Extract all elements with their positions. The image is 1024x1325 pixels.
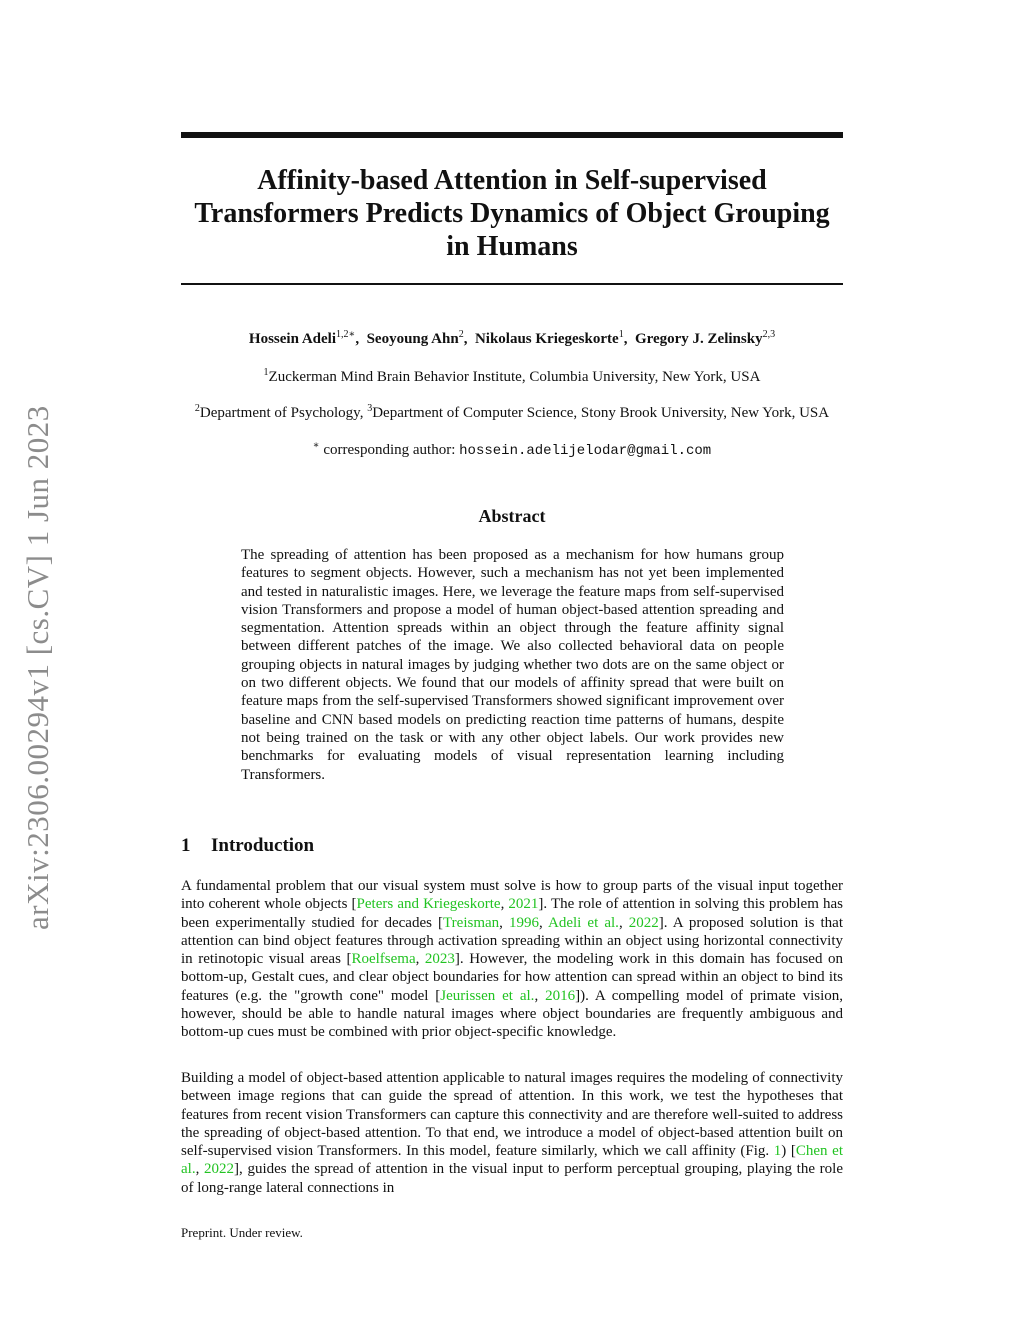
citation-link[interactable]: Jeurissen et al. xyxy=(440,987,535,1004)
para-text: , xyxy=(618,914,629,931)
title-rule-bottom xyxy=(181,283,843,285)
author-name: Gregory J. Zelinsky xyxy=(634,331,763,347)
para-text: , xyxy=(499,914,509,931)
author-name: Seoyoung Ahn xyxy=(366,331,459,347)
corresp-email[interactable]: hossein.adelijelodar@gmail.com xyxy=(459,443,712,459)
affil-sup: 3 xyxy=(367,403,373,414)
author-name: Hossein Adeli xyxy=(248,331,337,347)
preprint-footer: Preprint. Under review. xyxy=(181,1225,303,1240)
author-list: Hossein Adeli$^{1,2∗}$, Seoyoung Ahn$^2$, Nikolaus Kriegeskorte$^1$, Gregory J. Zelinsky$^{2,3}$ xyxy=(248,329,776,347)
citation-link[interactable]: 2023 xyxy=(424,951,455,968)
citation-link[interactable]: 2022 xyxy=(204,1161,235,1178)
para-text: , xyxy=(500,896,509,913)
citation-link[interactable]: 2021 xyxy=(508,896,539,913)
abstract-text: The spreading of attention has been proposed as a mechanism for how humans group features to segment objects. However, such a mechanism has not yet been implemented and tested in naturalistic images. Here, we leverage the feature maps from self-supervised vision Transformers and propose a model of human object-based attention spreading and segmentation. Attention spreads within an object through the feature affinity signal between different patches of the image. We also collected behavioral data on people grouping objects in natural images by judging whether two dots are on the same object or on two different objects. We found that our models of affinity spread that were built on feature maps from the self-supervised Transformers showed significant improvement over baseline and CNN based models on predicting reaction time patterns of humans, despite not being trained on the task or with any other object labels. Our work provides new benchmarks for evaluating models of visual representation learning including Transformers. xyxy=(241,547,784,783)
para-text: ]. A proposed solution is that attention can bind object features through activation spreading within an object using horizontal connectivity in retinotopic visual areas [ xyxy=(181,914,843,968)
citation-link[interactable]: 2022 xyxy=(628,914,659,931)
para-text: Building a model of object-based attention applicable to natural images requires the modeling of connectivity between image regions that can guide the spread of attention. In this work, we test the hypotheses that features from recent vision Transformers can capture this connectivity and are therefore well-suited to address the spreading of object-based attention. To that end, we introduce a model of object-based attention built on self-supervised vision Transformers. In this model, feature similarly, which we call affinity (Fig. xyxy=(181,1070,843,1160)
figure-link[interactable]: 1 xyxy=(773,1143,782,1160)
citation-link[interactable]: 1996 xyxy=(509,914,539,931)
citation-link[interactable]: Roelfsema xyxy=(351,951,416,968)
title-rule-top xyxy=(181,132,843,138)
affil-text: Department of Psychology, xyxy=(199,405,368,421)
citation-link[interactable]: Adeli et al. xyxy=(548,914,619,931)
arxiv-identifier: arXiv:2306.00294v1 [cs.CV] 1 Jun 2023 xyxy=(20,405,55,930)
section-number: 1 xyxy=(181,835,191,856)
affil-text: Department of Computer Science, Stony Brook University, New York, USA xyxy=(372,405,830,421)
affiliation-1 xyxy=(150,367,874,386)
para-text: , xyxy=(534,987,546,1004)
corresp-sup: ∗ xyxy=(312,440,320,451)
section-heading-introduction xyxy=(181,835,314,857)
section-title: Introduction xyxy=(211,835,315,856)
para-text: ]. However, the modeling work in this domain has focused on bottom-up, Gestalt cues, and clear object boundaries for how attention can spread within an object to bind its features (e.g. the "growth cone" model [ xyxy=(181,951,843,1004)
corresp-label: corresponding author: xyxy=(319,442,460,458)
para-text: ]. The role of attention in solving this problem has been experimentally studied for decades [ xyxy=(181,896,843,931)
intro-paragraph-2 xyxy=(181,1069,843,1197)
author-name: Nikolaus Kriegeskorte xyxy=(474,331,619,347)
para-text: ]). A compelling model of primate vision, however, should be able to handle natural images where object boundaries are frequently ambiguous and bottom-up cues must be combined with prior object-specific knowledge. xyxy=(181,987,843,1041)
abstract-heading: Abstract xyxy=(478,506,546,526)
citation-link[interactable]: Treisman xyxy=(443,914,500,931)
para-text: ], guides the spread of attention in the visual input to perform perceptual grouping, playing the role of long-range lateral connections in xyxy=(181,1161,843,1196)
citation-link[interactable]: 2016 xyxy=(545,987,576,1004)
para-text: , xyxy=(539,914,549,931)
corresponding-author xyxy=(150,440,874,459)
author-affil-sup: 1 xyxy=(618,329,624,340)
citation-link[interactable]: Peters and Kriegeskorte xyxy=(356,896,501,913)
affiliation-2 xyxy=(150,403,874,422)
para-text: , xyxy=(195,1161,205,1178)
affil-text: Zuckerman Mind Brain Behavior Institute, Columbia University, New York, USA xyxy=(268,369,761,385)
para-text: A fundamental problem that our visual system must solve is how to group parts of the visual input together into coherent whole objects [ xyxy=(181,878,843,913)
author-affil-sup: 2 xyxy=(458,329,464,340)
affil-sup: 2 xyxy=(194,403,200,414)
citation-link[interactable]: Chen et al. xyxy=(181,1143,843,1178)
para-text: , xyxy=(415,951,425,968)
author-affil-sup: 2,3 xyxy=(762,329,776,340)
para-text: ) [ xyxy=(781,1143,796,1160)
author-affil-sup: 1,2∗ xyxy=(336,329,356,340)
paper-title: Affinity-based Attention in Self-supervised Transformers Predicts Dynamics of Object Grouping in Humans xyxy=(194,165,830,262)
affil-sup: 1 xyxy=(263,367,269,378)
intro-paragraph-1 xyxy=(181,877,843,1042)
